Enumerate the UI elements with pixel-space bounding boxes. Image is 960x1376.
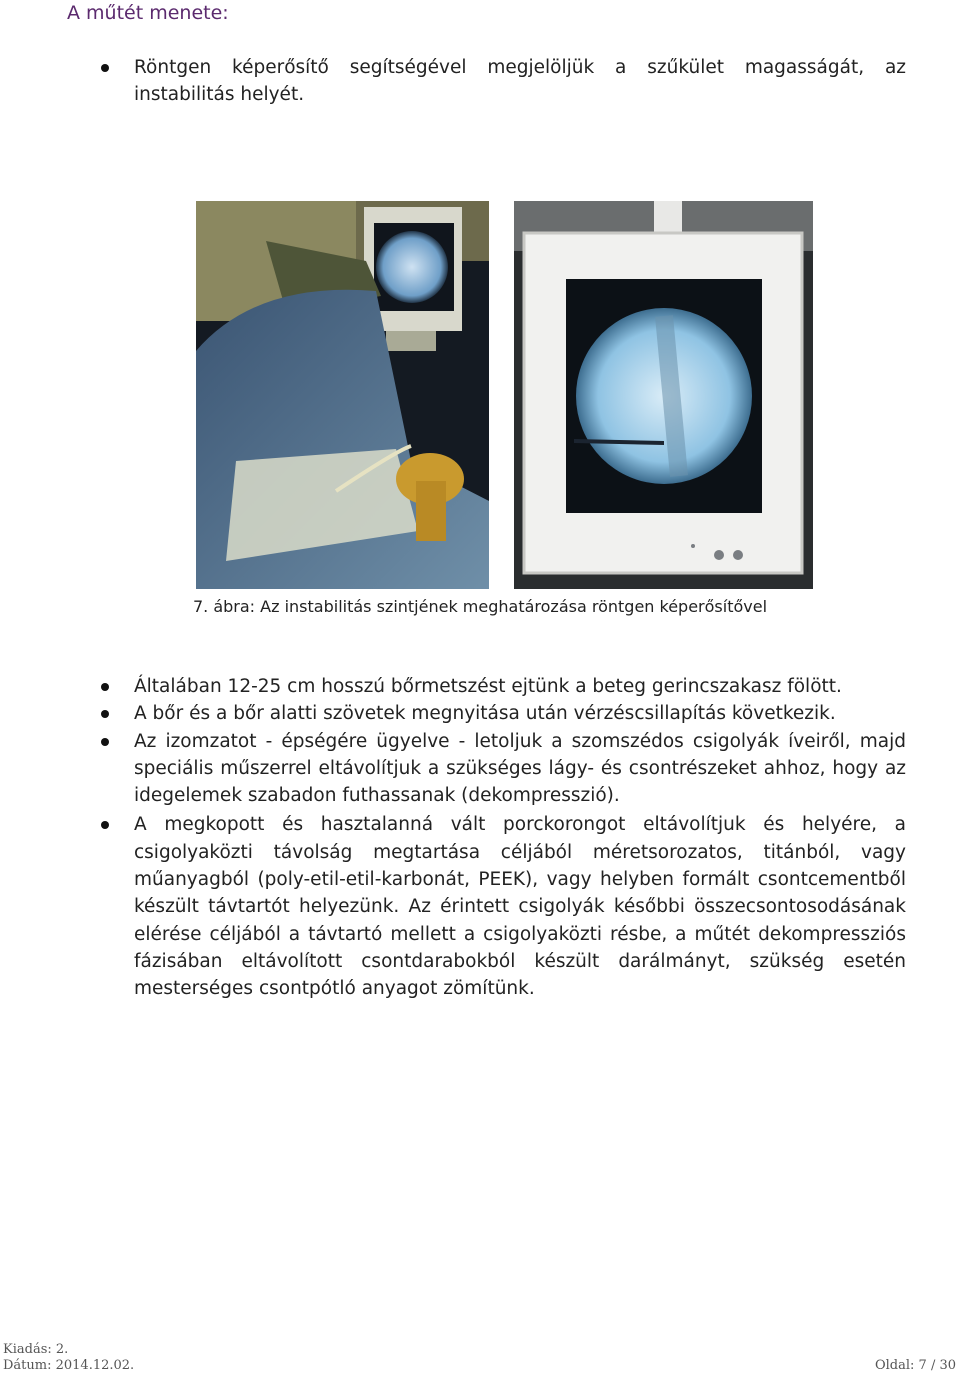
- list-item: Röntgen képerősítő segítségével megjelöljük a szűkület magasságát, az instabilitás helyét.: [0, 54, 960, 109]
- list-item: Az izomzatot - épségére ügyelve - letoljuk a szomszédos csigolyák íveiről, majd speciális műszerrel eltávolítjuk a szükséges lágy- és csontrészeket ahhoz, hogy az idegelemek szabadon futhassanak (dekompresszió).: [0, 728, 960, 810]
- bullet-list-procedure: [0, 673, 960, 1003]
- footer-date: Dátum: 2014.12.02.: [3, 1358, 135, 1373]
- fluoroscopy-monitor-photo: [514, 201, 813, 589]
- bullet-list-intro: [0, 54, 960, 109]
- list-item: A megkopott és hasztalanná vált porckorongot eltávolítjuk és helyére, a csigolyaközti távolság megtartása céljából méretsorozatos, titánból, vagy műanyagból (poly-etil-etil-karbonát, PEEK), vagy helyben formált csontcementből készült távtartót helyezünk. Az érintett csigolyák későbbi összecsontosodásának elérése céljából a távtartó mellett a csigolyaközti résbe, a műtét dekompressziós fázisában eltávolított csontdarabokból készült darálmányt, szükség esetén mesterséges csontpótló anyagot zömítünk.: [0, 811, 960, 1002]
- footer-page-number: Oldal: 7 / 30: [874, 1358, 956, 1373]
- list-item: Általában 12-25 cm hosszú bőrmetszést ejtünk a beteg gerincszakasz fölött.: [0, 673, 960, 700]
- figure-caption: 7. ábra: Az instabilitás szintjének meghatározása röntgen képerősítővel: [192, 597, 768, 616]
- section-heading: A műtét menete:: [67, 2, 229, 24]
- footer-edition: Kiadás: 2.: [3, 1342, 69, 1357]
- list-item: A bőr és a bőr alatti szövetek megnyitása után vérzéscsillapítás következik.: [0, 700, 960, 727]
- operating-room-photo: [196, 201, 489, 589]
